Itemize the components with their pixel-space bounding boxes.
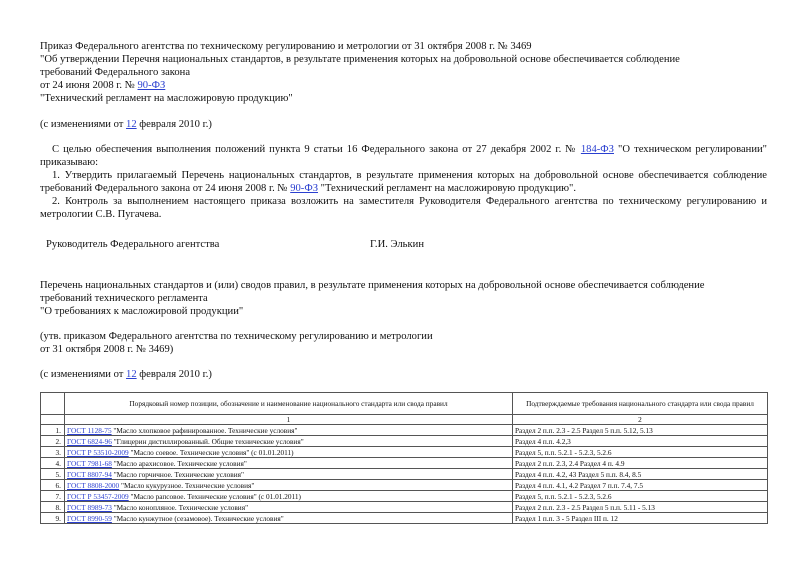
- row-number: 5.: [41, 469, 65, 480]
- table-row: [41, 469, 768, 480]
- standard-title: "Масло кунжутное (сезамовое). Технические условия": [111, 513, 284, 523]
- standard-cell: [65, 447, 513, 458]
- order-subject-line-2: требований Федерального закона: [40, 67, 191, 78]
- standard-title: "Масло рапсовое. Технические условия" (с 01.01.2011): [128, 491, 301, 501]
- standard-title: "Масло хлопковое рафинированное. Технические условия": [111, 425, 298, 435]
- list-title-line-1: Перечень национальных стандартов и (или) сводов правил, в результате применения которых на добровольной основе обеспечивается соблюдение: [40, 280, 705, 291]
- list-title: [40, 279, 767, 318]
- header-blank-cell: [41, 393, 65, 415]
- signature-name: Г.И. Элькин: [370, 239, 424, 250]
- approval-line-2: от 31 октября 2008 г. № 3469): [40, 344, 174, 355]
- standard-link[interactable]: ГОСТ Р 53457-2009: [67, 491, 129, 501]
- row-number: 2.: [41, 436, 65, 447]
- table-row: [41, 458, 768, 469]
- row-number: 1.: [41, 425, 65, 436]
- col1-header: Порядковый номер позиции, обозначение и наименование национального стандарта или свода правил: [65, 393, 513, 415]
- p1-text-end: "О техническом регулировании" приказываю:: [40, 144, 767, 168]
- p2-text-end: "Технический регламент на масложировую продукцию".: [318, 183, 577, 194]
- standard-link[interactable]: ГОСТ 8990-59: [67, 513, 112, 523]
- standard-cell: [65, 480, 513, 491]
- table-row: [41, 436, 768, 447]
- standard-link[interactable]: ГОСТ 7981-68: [67, 458, 112, 468]
- requirements-cell: Раздел 4 п.п. 4.2, 43 Раздел 5 п.п. 8.4, 8.5: [513, 469, 768, 480]
- amendment-date-link-2[interactable]: 12: [126, 369, 137, 380]
- order-subject-line-1: "Об утверждении Перечня национальных стандартов, в результате применения которых на добровольной основе обеспечивается соблюдение: [40, 54, 680, 65]
- standard-title: "Масло соевое. Технические условия" (с 01.01.2011): [128, 447, 294, 457]
- standard-cell: [65, 436, 513, 447]
- standard-link[interactable]: ГОСТ 1128-75: [67, 425, 112, 435]
- standard-link[interactable]: ГОСТ 8807-94: [67, 469, 112, 479]
- standard-link[interactable]: ГОСТ 8989-73: [67, 502, 112, 512]
- amendments-text: (с изменениями от: [40, 119, 127, 130]
- standard-title: "Масло арахисовое. Технические условия": [111, 458, 247, 468]
- row-number: 6.: [41, 480, 65, 491]
- table-row: [41, 491, 768, 502]
- approval-line-1: (утв. приказом Федерального агентства по техническому регулированию и метрологии: [40, 331, 433, 342]
- col2-header: Подтверждаемые требования национального стандарта или свода правил: [513, 393, 768, 415]
- order-subject-line-4: "Технический регламент на масложировую продукцию": [40, 93, 293, 104]
- amendments-2-text: (с изменениями от: [40, 369, 127, 380]
- table-row: [41, 425, 768, 436]
- standard-cell: [65, 502, 513, 513]
- order-subject-line-3: [40, 79, 767, 92]
- list-title-line-2: требований технического регламента: [40, 293, 208, 304]
- body-paragraph-2: [40, 169, 767, 195]
- amendments-note: [40, 118, 767, 131]
- table-row: [41, 447, 768, 458]
- signature-position: Руководитель Федерального агентства: [46, 239, 220, 250]
- law-184fz-link[interactable]: 184-ФЗ: [580, 144, 614, 155]
- table-header-row: [41, 393, 768, 415]
- table-number-row: [41, 415, 768, 425]
- requirements-cell: Раздел 2 п.п. 2.3 - 2.5 Раздел 5 п.п. 5.12, 5.13: [513, 425, 768, 436]
- body-paragraph-3: 2. Контроль за выполнением настоящего приказа возложить на заместителя Руководителя Федерального агентства по техническому регулированию и метрологии С.В. Пугачева.: [40, 196, 767, 220]
- p2-text: 1. Утвердить прилагаемый Перечень национальных стандартов, в результате применения которых на добровольной основе обеспечивается соблюдение требований Федерального закона от 24 июня 2008 г. №: [40, 170, 767, 194]
- standard-cell: [65, 469, 513, 480]
- standard-link[interactable]: ГОСТ 8808-2000: [67, 480, 120, 490]
- col2-number: 2: [513, 415, 768, 425]
- standard-cell: [65, 425, 513, 436]
- col1-number: 1: [65, 415, 513, 425]
- amendments-note-2: [40, 368, 767, 381]
- standards-table: [40, 392, 768, 524]
- table-row: [41, 502, 768, 513]
- requirements-cell: Раздел 4 п.п. 4.1, 4.2 Раздел 7 п.п. 7.4, 7.5: [513, 480, 768, 491]
- order-title: Приказ Федерального агентства по техническому регулированию и метрологии от 31 октября 2008 г. № 3469: [40, 41, 532, 52]
- document-header: [40, 40, 767, 105]
- law-90fz-link-2[interactable]: 90-ФЗ: [290, 183, 319, 194]
- standard-link[interactable]: ГОСТ 6824-96: [67, 436, 112, 446]
- body-paragraph-1: [40, 143, 767, 169]
- requirements-cell: Раздел 5, п.п. 5.2.1 - 5.2.3, 5.2.6: [513, 447, 768, 458]
- row-number: 3.: [41, 447, 65, 458]
- row-number: 4.: [41, 458, 65, 469]
- standard-title: "Масло горчичное. Технические условия": [111, 469, 244, 479]
- law-90fz-link[interactable]: 90-ФЗ: [137, 80, 166, 91]
- amendment-date-link[interactable]: 12: [126, 119, 137, 130]
- number-blank-cell: [41, 415, 65, 425]
- order-subject-line-3-text: от 24 июня 2008 г. №: [40, 80, 138, 91]
- standard-title: "Глицерин дистиллированный. Общие технические условия": [111, 436, 304, 446]
- list-title-line-3: "О требованиях к масложировой продукции": [40, 306, 244, 317]
- requirements-cell: Раздел 2 п.п. 2.3 - 2.5 Раздел 5 п.п. 5.11 - 5.13: [513, 502, 768, 513]
- standard-cell: [65, 491, 513, 502]
- row-number: 9.: [41, 513, 65, 524]
- amendments-2-text-end: февраля 2010 г.): [136, 369, 212, 380]
- row-number: 8.: [41, 502, 65, 513]
- requirements-cell: Раздел 4 п.п. 4.2,3: [513, 436, 768, 447]
- table-row: [41, 513, 768, 524]
- approval-note: [40, 330, 767, 356]
- standard-cell: [65, 513, 513, 524]
- p1-text: С целью обеспечения выполнения положений пункта 9 статьи 16 Федерального закона от 27 декабря 2002 г. №: [52, 144, 581, 155]
- amendments-text-end: февраля 2010 г.): [136, 119, 212, 130]
- standard-cell: [65, 458, 513, 469]
- standard-link[interactable]: ГОСТ Р 53510-2009: [67, 447, 129, 457]
- requirements-cell: Раздел 5, п.п. 5.2.1 - 5.2.3, 5.2.6: [513, 491, 768, 502]
- requirements-cell: Раздел 2 п.п. 2.3, 2.4 Раздел 4 п. 4.9: [513, 458, 768, 469]
- standard-title: "Масло конопляное. Технические условия": [111, 502, 249, 512]
- standard-title: "Масло кукурузное. Технические условия": [119, 480, 255, 490]
- table-row: [41, 480, 768, 491]
- order-body: [40, 143, 767, 221]
- row-number: 7.: [41, 491, 65, 502]
- requirements-cell: Раздел 1 п.п. 3 - 5 Раздел III п. 12: [513, 513, 768, 524]
